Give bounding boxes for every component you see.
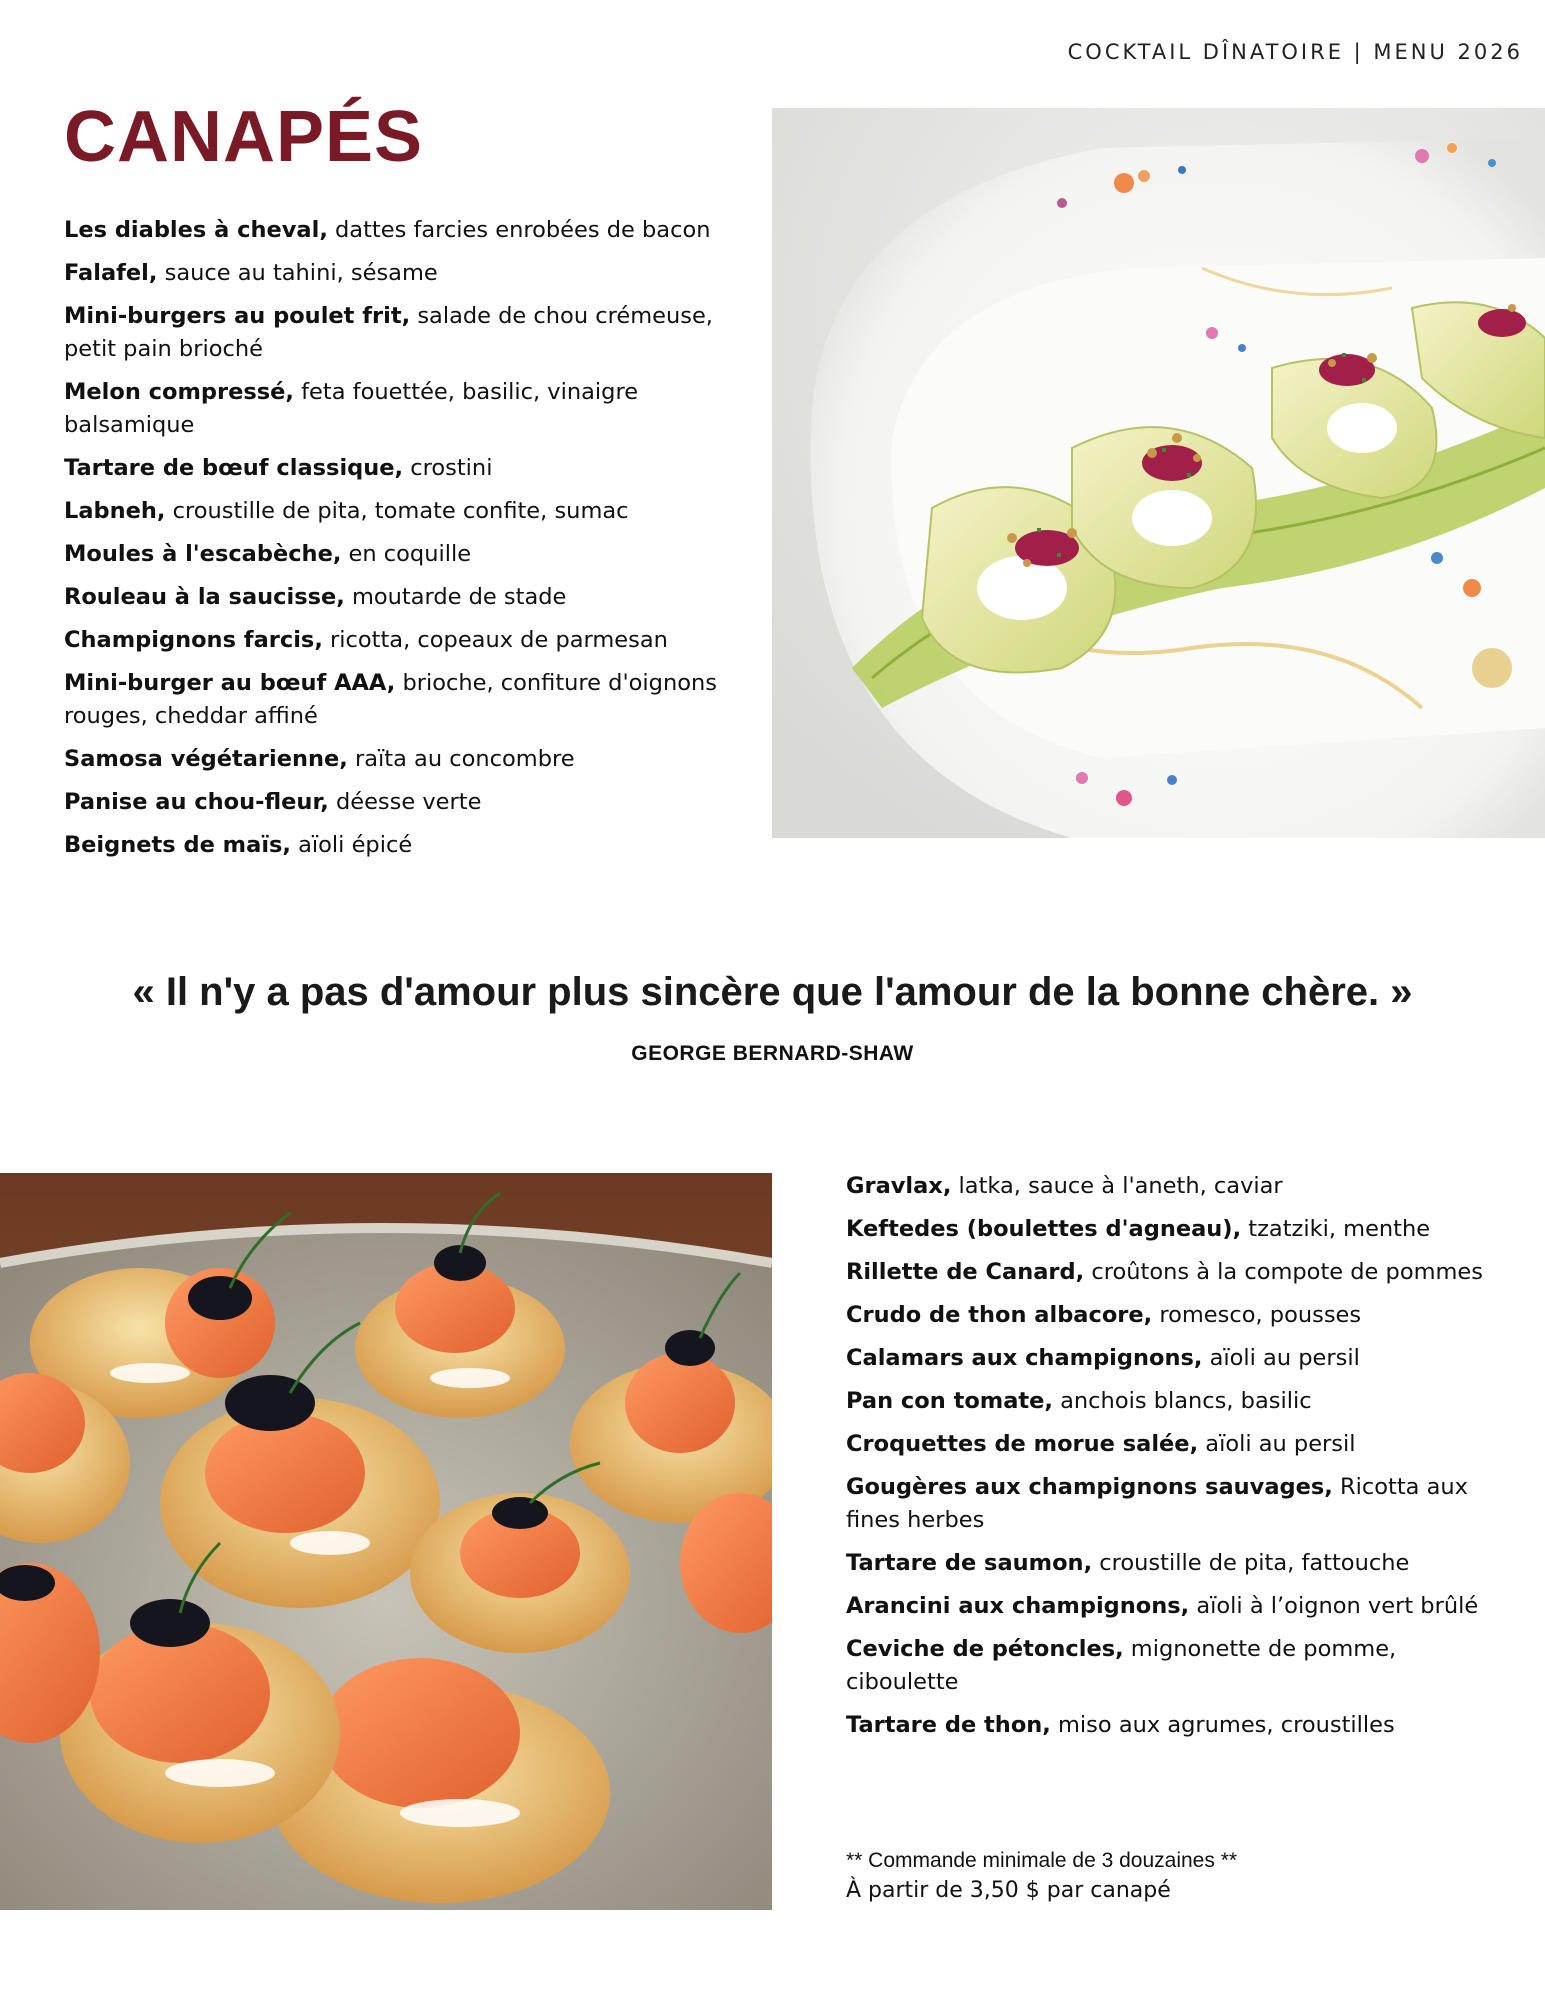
menu-item-name: Croquettes de morue salée, bbox=[846, 1431, 1199, 1457]
menu-item bbox=[846, 1547, 1486, 1580]
menu-item-name: Ceviche de pétoncles, bbox=[846, 1636, 1124, 1662]
menu-item bbox=[64, 214, 724, 247]
menu-item-name: Mini-burgers au poulet frit, bbox=[64, 303, 411, 329]
menu-item-description: brioche, confiture d'oignons rouges, cheddar affiné bbox=[64, 670, 717, 729]
menu-item-name: Panise au chou-fleur, bbox=[64, 789, 329, 815]
menu-item-description: latka, sauce à l'aneth, caviar bbox=[951, 1173, 1283, 1199]
menu-item-name: Crudo de thon albacore, bbox=[846, 1302, 1153, 1328]
menu-item bbox=[846, 1633, 1486, 1699]
menu-item-description: miso aux agrumes, croustilles bbox=[1050, 1712, 1395, 1738]
menu-item-description: crostini bbox=[403, 455, 493, 481]
price-text: À partir de 3,50 $ par canapé bbox=[846, 1878, 1171, 1903]
menu-item-name: Tartare de bœuf classique, bbox=[64, 455, 404, 481]
menu-item-description: croûtons à la compote de pommes bbox=[1084, 1259, 1483, 1285]
menu-item bbox=[64, 624, 724, 657]
menu-item-description: déesse verte bbox=[328, 789, 482, 815]
minimum-order-text: ** Commande minimale de 3 douzaines ** bbox=[846, 1849, 1238, 1872]
endive-canapes-illustration bbox=[772, 108, 1545, 838]
menu-item bbox=[846, 1590, 1486, 1623]
menu-item-name: Mini-burger au bœuf AAA, bbox=[64, 670, 396, 696]
menu-item-description: aïoli à l’oignon vert brûlé bbox=[1189, 1593, 1479, 1619]
menu-item-name: Melon compressé, bbox=[64, 379, 294, 405]
menu-item-description: salade de chou crémeuse, petit pain brioché bbox=[64, 303, 713, 362]
menu-item bbox=[64, 743, 724, 776]
menu-item bbox=[64, 581, 724, 614]
menu-item-description: aïoli épicé bbox=[290, 832, 413, 858]
menu-item-description: croustille de pita, tomate confite, sumac bbox=[165, 498, 629, 524]
menu-item bbox=[846, 1342, 1486, 1375]
menu-item bbox=[846, 1385, 1486, 1418]
menu-item bbox=[64, 538, 724, 571]
menu-item bbox=[64, 495, 724, 528]
menu-item-description: aïoli au persil bbox=[1198, 1431, 1356, 1457]
menu-item-description: raïta au concombre bbox=[347, 746, 575, 772]
menu-item-name: Gravlax, bbox=[846, 1173, 952, 1199]
menu-item-description: mignonette de pomme, ciboulette bbox=[846, 1636, 1397, 1695]
menu-item-description: en coquille bbox=[341, 541, 472, 567]
menu-item bbox=[846, 1256, 1486, 1289]
quote-author: GEORGE BERNARD-SHAW bbox=[631, 1042, 914, 1065]
page-title: CANAPÉS bbox=[64, 97, 424, 177]
menu-list-right bbox=[846, 1170, 1486, 1752]
menu-item-description: tzatziki, menthe bbox=[1241, 1216, 1431, 1242]
menu-item-name: Champignons farcis, bbox=[64, 627, 323, 653]
menu-item bbox=[846, 1709, 1486, 1742]
menu-item-description: croustille de pita, fattouche bbox=[1092, 1550, 1410, 1576]
page-header: COCKTAIL DÎNATOIRE | MENU 2026 bbox=[1067, 40, 1523, 64]
menu-item bbox=[64, 786, 724, 819]
menu-item-name: Tartare de saumon, bbox=[846, 1550, 1093, 1576]
menu-item-name: Falafel, bbox=[64, 260, 158, 286]
menu-item-name: Moules à l'escabèche, bbox=[64, 541, 342, 567]
salmon-canapes-photo bbox=[0, 1173, 772, 1910]
menu-item bbox=[64, 300, 724, 366]
menu-item-description: anchois blancs, basilic bbox=[1052, 1388, 1312, 1414]
menu-item-description: feta fouettée, basilic, vinaigre balsamique bbox=[64, 379, 639, 438]
menu-item-name: Samosa végétarienne, bbox=[64, 746, 348, 772]
menu-item-name: Les diables à cheval, bbox=[64, 217, 328, 243]
menu-item-description: Ricotta aux fines herbes bbox=[846, 1474, 1468, 1533]
menu-item-description: romesco, pousses bbox=[1152, 1302, 1362, 1328]
menu-item bbox=[64, 257, 724, 290]
menu-item bbox=[64, 667, 724, 733]
menu-list-left bbox=[64, 214, 724, 872]
menu-item-name: Beignets de maïs, bbox=[64, 832, 291, 858]
menu-item-name: Pan con tomate, bbox=[846, 1388, 1053, 1414]
endive-canapes-photo bbox=[772, 108, 1545, 838]
menu-item-name: Labneh, bbox=[64, 498, 166, 524]
menu-item bbox=[64, 452, 724, 485]
menu-item bbox=[64, 376, 724, 442]
menu-item bbox=[846, 1428, 1486, 1461]
menu-item-description: ricotta, copeaux de parmesan bbox=[322, 627, 668, 653]
menu-item-name: Gougères aux champignons sauvages, bbox=[846, 1474, 1333, 1500]
menu-item-name: Calamars aux champignons, bbox=[846, 1345, 1203, 1371]
menu-item-description: aïoli au persil bbox=[1202, 1345, 1360, 1371]
menu-item-name: Keftedes (boulettes d'agneau), bbox=[846, 1216, 1242, 1242]
menu-item-name: Arancini aux champignons, bbox=[846, 1593, 1190, 1619]
menu-item bbox=[846, 1471, 1486, 1537]
quote-text: « Il n'y a pas d'amour plus sincère que l'amour de la bonne chère. » bbox=[132, 970, 1413, 1014]
menu-item bbox=[846, 1213, 1486, 1246]
menu-item bbox=[846, 1299, 1486, 1332]
menu-item bbox=[64, 829, 724, 862]
menu-item-description: dattes farcies enrobées de bacon bbox=[327, 217, 711, 243]
menu-item-description: sauce au tahini, sésame bbox=[157, 260, 438, 286]
menu-item-description: moutarde de stade bbox=[344, 584, 567, 610]
order-note bbox=[846, 1846, 1237, 1906]
menu-item bbox=[846, 1170, 1486, 1203]
menu-item-name: Rouleau à la saucisse, bbox=[64, 584, 345, 610]
salmon-canapes-illustration bbox=[0, 1173, 772, 1910]
menu-item-name: Tartare de thon, bbox=[846, 1712, 1051, 1738]
menu-item-name: Rillette de Canard, bbox=[846, 1259, 1085, 1285]
